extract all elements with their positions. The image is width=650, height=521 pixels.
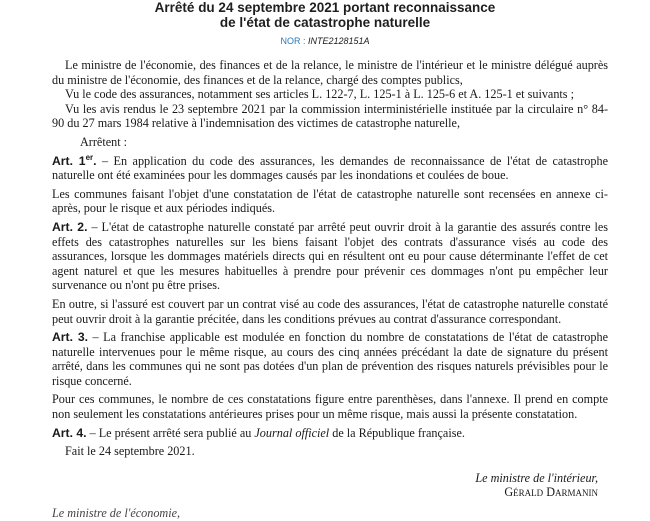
signature-block [52, 471, 608, 500]
document-title-line2: de l'état de catastrophe naturelle [219, 15, 431, 30]
signatory-name: Gérald Darmanin [504, 485, 598, 500]
article-2-label: Art. 2. [52, 219, 88, 234]
article-1 [52, 154, 608, 183]
cut-off-line: Le ministre de l'économie, [52, 506, 181, 521]
article-3 [52, 330, 608, 388]
article-4-label: Art. 4. [52, 425, 87, 440]
article-3-label: Art. 3. [52, 330, 89, 345]
article-3-text: – La franchise applicable est modulée en fonction du nombre de constatations de l'état de catastrophe naturelle intervenues pour le même risque, au cours des cinq années précédant la date de signature du présent arrêté, dans les communes qui ne sont pas dotées d'un plan de prévention des risques naturels prévisibles pour le risque concerné. [52, 330, 608, 388]
article-2-text: – L'état de catastrophe naturelle constaté par arrêté peut ouvrir droit à la garantie des assurés contre les effets des catastrophes naturelles sur les biens faisant l'objet des contrats d'assurance visés au code des assurances, lorsque les dommages matériels directs qui en résultent ont eu pour cause déterminante l'effet de cet agent naturel et que les mesures habituelles à prendre pour prévenir ces dommages n'ont pu empêcher leur survenance ou n'ont pu être prises. [52, 219, 608, 293]
article-4: Art. 4. – Le présent arrêté sera publié au Journal officiel de la République française. [52, 425, 465, 440]
signatory-role: Le ministre de l'intérieur, [475, 470, 598, 485]
article-1-text: – En application du code des assurances, les demandes de reconnaissance de l'état de catastrophe naturelle ont été examinées pour les dommages causés par les inondations et coulées de boue. [52, 153, 609, 183]
arrete-heading: Arrêtent : [80, 134, 128, 149]
nor-reference [0, 35, 650, 47]
nor-value: INTE2128151A [307, 36, 370, 46]
preamble-intro: Le ministre de l'économie, des finances et de la relance, le ministre de l'intérieur et le ministre délégué auprès du ministre de l'économie, des finances et de la relance, chargé des comptes publics, [52, 58, 608, 87]
article-3-para2: Pour ces communes, le nombre de ces constatations figure entre parenthèses, dans l'annexe. Il prend en compte non seulement les constatations antérieures prises pour un même risque, mais aussi la présente constatation. [52, 392, 608, 422]
signature-date: Fait le 24 septembre 2021. [65, 444, 195, 459]
article-1-label: Art. 1er. [52, 152, 97, 168]
preamble-vu-avis: Vu les avis rendus le 23 septembre 2021 par la commission interministérielle instituée par la circulaire n° 84-90 du 27 mars 1984 relative à l'indemnisation des victimes de catastrophe naturelle, [52, 101, 608, 131]
nor-label: NOR : [280, 36, 306, 46]
preamble-vu-code: Vu le code des assurances, notamment ses articles L. 122-7, L. 125-1 à L. 125-6 et A. 125-1 et suivants ; [65, 87, 574, 102]
document-body [52, 58, 608, 521]
document-title-line1: Arrêté du 24 septembre 2021 portant reconnaissance [154, 0, 496, 15]
article-2-para2: En outre, si l'assuré est couvert par un contrat visé au code des assurances, l'état de catastrophe naturelle constaté peut ouvrir droit à la garantie précitée, dans les conditions prévues au contrat d'assurance correspondant. [52, 296, 608, 326]
journal-officiel: Journal officiel [254, 425, 330, 440]
article-1-para2: Les communes faisant l'objet d'une constatation de l'état de catastrophe naturelle sont recensées en annexe ci-après, pour le risque et aux périodes indiqués. [52, 186, 608, 216]
article-2 [52, 220, 608, 293]
